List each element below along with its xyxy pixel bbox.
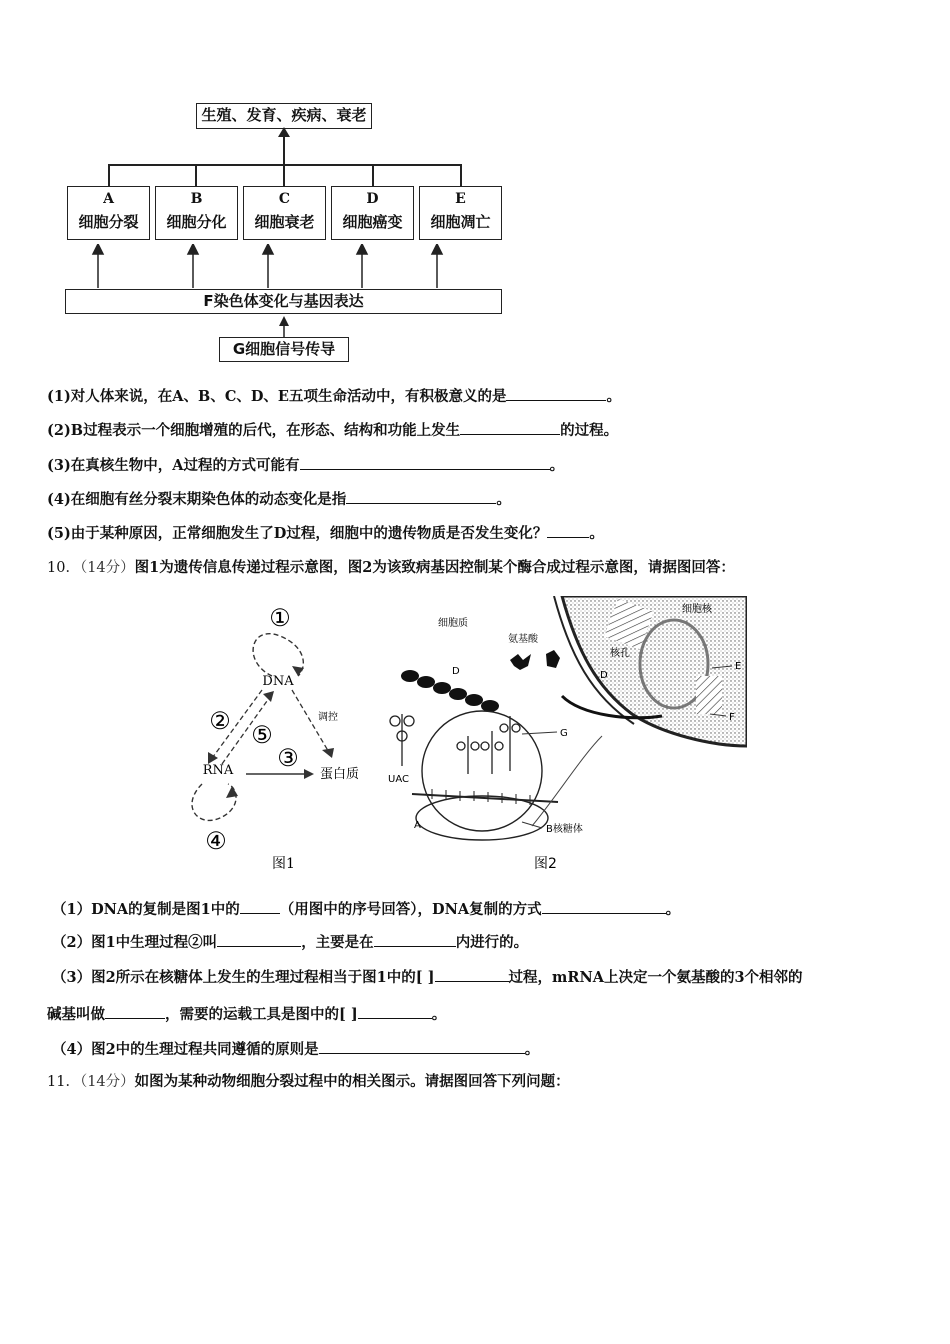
- answer-blank[interactable]: [319, 1039, 525, 1054]
- connector-a: [108, 164, 110, 186]
- answer-blank[interactable]: [217, 932, 301, 947]
- arrow-g-to-f: [278, 316, 290, 338]
- fig2-anticodon: UAC: [388, 774, 409, 785]
- arrows-f-to-cells: [60, 244, 510, 290]
- fig2-label-f: F: [729, 712, 735, 723]
- answer-blank[interactable]: [105, 1004, 165, 1019]
- fig1-caption: 图1: [272, 856, 295, 872]
- fig1-regulate: 调控: [318, 712, 338, 723]
- cell-box-b: B 细胞分化: [155, 186, 238, 240]
- fig2-nuclear-pore: 核孔: [610, 648, 630, 659]
- figure-1: [180, 596, 395, 876]
- fig2-label-a: A: [414, 820, 421, 831]
- connector-c: [283, 164, 285, 186]
- fig1-circle-3: ③: [277, 744, 299, 772]
- fig2-label-d: D: [452, 666, 460, 677]
- fig1-circle-2: ②: [209, 707, 231, 735]
- fig1-circle-1: ①: [269, 604, 291, 632]
- connector-e: [460, 164, 462, 186]
- q10-part3-line1: （3）图2所示在核糖体上发生的生理过程相当于图1中的[ ] 过程，mRNA上决定一个氨基酸的3个相邻的: [52, 969, 803, 986]
- q9-part2: (2)B过程表示一个细胞增殖的后代，在形态、结构和功能上发生 的过程。: [47, 422, 619, 439]
- answer-blank[interactable]: [460, 420, 560, 435]
- answer-blank[interactable]: [240, 899, 280, 914]
- answer-blank[interactable]: [547, 523, 589, 538]
- connector-d: [372, 164, 374, 186]
- arrow-head-top: [278, 127, 290, 137]
- connector-horizontal: [108, 164, 461, 166]
- answer-blank[interactable]: [300, 455, 550, 470]
- q10-part1: （1）DNA的复制是图1中的 （用图中的序号回答），DNA复制的方式 。: [52, 901, 681, 918]
- q9-part1: (1)对人体来说，在A、B、C、D、E五项生命活动中，有积极意义的是 。: [47, 388, 621, 405]
- fig2-caption: 图2: [534, 856, 557, 872]
- fig2-label-d2: D: [600, 670, 608, 681]
- answer-blank[interactable]: [506, 386, 606, 401]
- fig1-dna: DNA: [262, 674, 294, 689]
- g-box: G细胞信号传导: [219, 337, 349, 362]
- fig2-cytoplasm: 细胞质: [438, 618, 468, 629]
- q10-stem: 10．（14分）图1为遗传信息传递过程示意图，图2为该致病基因控制某个酶合成过程示意图，请据图回答：: [47, 559, 735, 576]
- figure-2: [382, 596, 747, 876]
- cell-box-a: A 细胞分裂: [67, 186, 150, 240]
- answer-blank[interactable]: [435, 967, 509, 982]
- fig2-ribosome: B核糖体: [546, 824, 583, 835]
- q9-part3: (3)在真核生物中，A过程的方式可能有 。: [47, 457, 565, 474]
- answer-blank[interactable]: [346, 489, 496, 504]
- fig1-circle-4: ④: [205, 827, 227, 855]
- cell-box-d: D 细胞癌变: [331, 186, 414, 240]
- fig1-protein: 蛋白质: [320, 767, 360, 782]
- q10-part2: （2）图1中生理过程②叫 ，主要是在 内进行的。: [52, 934, 529, 951]
- connector-b: [195, 164, 197, 186]
- fig2-nucleus: 细胞核: [682, 604, 712, 615]
- fig1-circle-5: ⑤: [251, 721, 273, 749]
- q10-part3-line2: 碱基叫做 ，需要的运载工具是图中的[ ] 。: [47, 1006, 447, 1023]
- fig2-label-g: G: [560, 728, 568, 739]
- answer-blank[interactable]: [358, 1004, 432, 1019]
- q9-part4: (4)在细胞有丝分裂末期染色体的动态变化是指 。: [47, 491, 511, 508]
- fig1-rna: RNA: [202, 763, 234, 778]
- f-bar: F染色体变化与基因表达: [65, 289, 502, 314]
- fig2-label-e: E: [735, 661, 742, 672]
- cell-box-e: E 细胞凋亡: [419, 186, 502, 240]
- q11-stem: 11．（14分）如图为某种动物细胞分裂过程中的相关图示。请据图回答下列问题：: [47, 1073, 570, 1090]
- answer-blank[interactable]: [542, 899, 666, 914]
- arrow-shaft-top: [283, 133, 285, 165]
- answer-blank[interactable]: [374, 932, 456, 947]
- cell-box-c: C 细胞衰老: [243, 186, 326, 240]
- q10-part4: （4）图2中的生理过程共同遵循的原则是 。: [52, 1041, 540, 1058]
- q9-part5: (5)由于某种原因，正常细胞发生了D过程，细胞中的遗传物质是否发生变化？ 。: [47, 525, 604, 542]
- top-box: 生殖、发育、疾病、衰老: [196, 103, 372, 129]
- fig2-amino-acid: 氨基酸: [508, 634, 538, 645]
